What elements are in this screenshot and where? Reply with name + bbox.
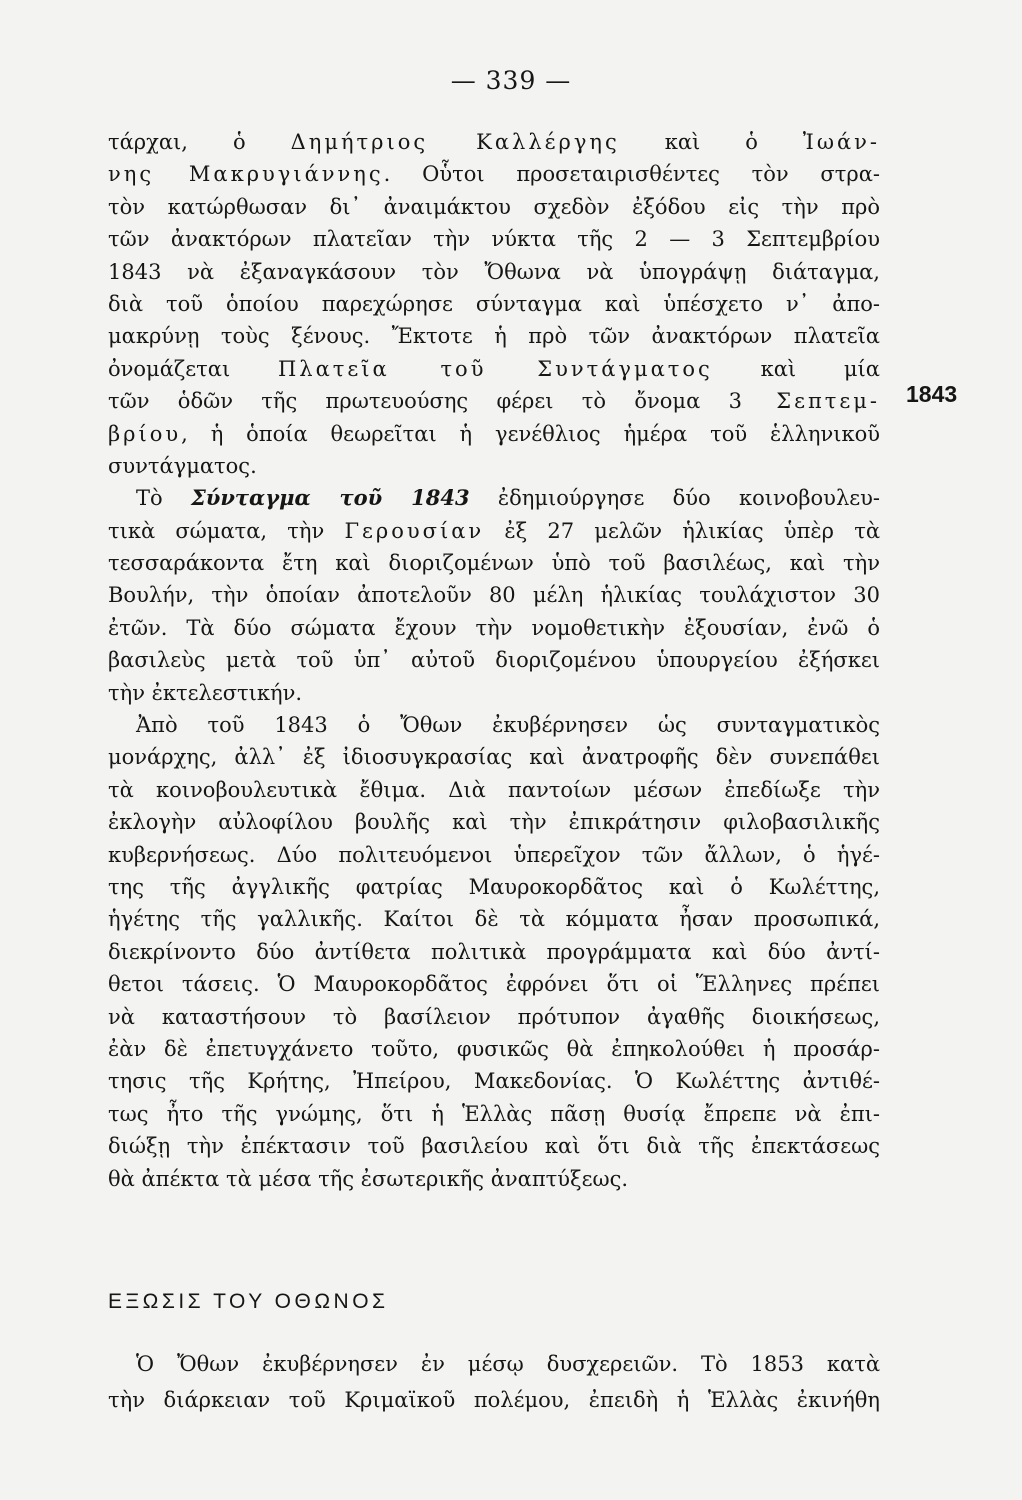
main-text-block (108, 126, 880, 1195)
term-gerousia: Γερουσίαν (344, 518, 485, 543)
text-line: βασιλεὺς μετὰ τοῦ ὑπ᾽ αὐτοῦ διοριζομένου ὑπουργείου ἐξήσκει (108, 648, 880, 673)
text-line: της τῆς ἀγγλικῆς φατρίας Μαυροκορδᾶτος καὶ ὁ Κωλέττης, (108, 874, 880, 899)
text-line: τως ἦτο τῆς γνώμης, ὅτι ἡ Ἑλλὰς πᾶσῃ θυσίᾳ ἔπρεπε νὰ ἐπι- (108, 1101, 880, 1126)
text-line: τεσσαράκοντα ἔτη καὶ διοριζομένων ὑπὸ τοῦ βασιλέως, καὶ τὴν (108, 551, 880, 576)
name-makrygiannis: νης Μακρυγιάννης (108, 162, 384, 187)
text-line: ἐκλογὴν αὐλοφίλου βουλῆς καὶ τὴν ἐπικράτησιν φιλοβασιλικῆς (108, 810, 880, 835)
text-line: τικὰ σώματα, τὴν Γερουσίαν ἐξ 27 μελῶν ἡλικίας ὑπὲρ τὰ (108, 518, 880, 543)
text-line: μονάρχης, ἀλλ᾽ ἐξ ἰδιοσυγκρασίας καὶ ἀνατροφῆς δὲν συνεπάθει (108, 745, 880, 770)
text-line: Τὸ Σύνταγμα τοῦ 1843 ἐδημιούργησε δύο κοινοβουλευ- (136, 485, 880, 511)
text-line: τὸν κατώρθωσαν δι᾽ ἀναιμάκτου σχεδὸν ἐξόδου εἰς τὴν πρὸ (108, 194, 880, 219)
text-line: συντάγματος. (108, 453, 257, 478)
page-number: — 339 — (450, 66, 572, 95)
section-heading: ΕΞΩΣΙΣ ΤΟΥ ΟΘΩΝΟΣ (108, 1290, 389, 1313)
text-line: διώξῃ τὴν ἐπέκτασιν τοῦ βασιλείου καὶ ὅτι διὰ τῆς ἐπεκτάσεως (108, 1134, 880, 1159)
text-line: μακρύνῃ τοὺς ξένους. Ἔκτοτε ἡ πρὸ τῶν ἀνακτόρων πλατεῖα (108, 324, 880, 349)
text-line: τὴν διάρκειαν τοῦ Κριμαϊκοῦ πολέμου, ἐπειδὴ ἡ Ἑλλὰς ἐκινήθη (108, 1388, 880, 1412)
text-line: Ὁ Ὄθων ἐκυβέρνησεν ἐν μέσῳ δυσχερειῶν. Τὸ 1853 κατὰ (136, 1352, 880, 1376)
name-syntagma-square: Πλατεῖα τοῦ Συντάγματος (277, 356, 713, 381)
text-line: τῶν ἀνακτόρων πλατεῖαν τὴν νύκτα τῆς 2 — 3 Σεπτεμβρίου (108, 227, 880, 252)
text-line: τῶν ὁδῶν τῆς πρωτευούσης φέρει τὸ ὄνομα 3 Σεπτεμ- (108, 389, 880, 414)
text-line: θὰ ἀπέκτα τὰ μέσα τῆς ἐσωτερικῆς ἀναπτύξεως. (108, 1166, 629, 1191)
text-line: 1843 νὰ ἐξαναγκάσουν τὸν Ὄθωνα νὰ ὑπογράψῃ διάταγμα, (108, 259, 880, 284)
text-line: ἐτῶν. Τὰ δύο σώματα ἔχουν τὴν νομοθετικὴν ἐξουσίαν, ἐνῶ ὁ (108, 615, 880, 640)
name-dimitrios-kallergis: Δημήτριος Καλλέργης (290, 130, 620, 154)
name-3-september: 3 Σεπτεμ- (728, 389, 880, 414)
text-line: βρίου, ἡ ὁποία θεωρεῖται ἡ γενέθλιος ἡμέρα τοῦ ἑλληνικοῦ (108, 421, 880, 446)
text-line: τάρχαι, ὁ Δημήτριος Καλλέργης καὶ ὁ Ἰωάν- (108, 130, 880, 154)
text-line: διὰ τοῦ ὁποίου παρεχώρησε σύνταγμα καὶ ὑπέσχετο ν᾽ ἀπο- (108, 291, 880, 316)
text-line: ὀνομάζεται Πλατεῖα τοῦ Συντάγματος καὶ μία (108, 356, 880, 381)
text-line: ἡγέτης τῆς γαλλικῆς. Καίτοι δὲ τὰ κόμματα ἦσαν προσωπικά, (108, 907, 880, 932)
section-text-block (108, 1346, 880, 1418)
term-constitution-1843: Σύνταγμα τοῦ 1843 (190, 485, 470, 511)
text-line: διεκρίνοντο δύο ἀντίθετα πολιτικὰ προγράμματα καὶ δύο ἀντί- (108, 939, 880, 964)
text-line: τησις τῆς Κρήτης, Ἠπείρου, Μακεδονίας. Ὁ Κωλέττης ἀντιθέ- (108, 1069, 880, 1094)
text-line: τὴν ἐκτελεστικήν. (108, 680, 303, 705)
text-line: νὰ καταστήσουν τὸ βασίλειον πρότυπον ἀγαθῆς διοικήσεως, (108, 1004, 880, 1029)
text-line: κυβερνήσεως. Δύο πολιτευόμενοι ὑπερεῖχον τῶν ἄλλων, ὁ ἡγέ- (108, 842, 880, 867)
margin-note-year: 1843 (906, 381, 958, 407)
text-line: Ἀπὸ τοῦ 1843 ὁ Ὄθων ἐκυβέρνησεν ὡς συνταγματικὸς (136, 713, 880, 738)
text-line: ἐὰν δὲ ἐπετυγχάνετο τοῦτο, φυσικῶς θὰ ἐπηκολούθει ἡ προσάρ- (108, 1036, 880, 1061)
text-line: τὰ κοινοβουλευτικὰ ἔθιμα. Διὰ παντοίων μέσων ἐπεδίωξε τὴν (108, 777, 880, 802)
text-line: Βουλήν, τὴν ὁποίαν ἀποτελοῦν 80 μέλη ἡλικίας τουλάχιστον 30 (108, 583, 880, 608)
text-line: θετοι τάσεις. Ὁ Μαυροκορδᾶτος ἐφρόνει ὅτι οἱ Ἕλληνες πρέπει (108, 972, 880, 997)
text-line: νης Μακρυγιάννης. Οὗτοι προσεταιρισθέντες τὸν στρα- (108, 162, 880, 187)
